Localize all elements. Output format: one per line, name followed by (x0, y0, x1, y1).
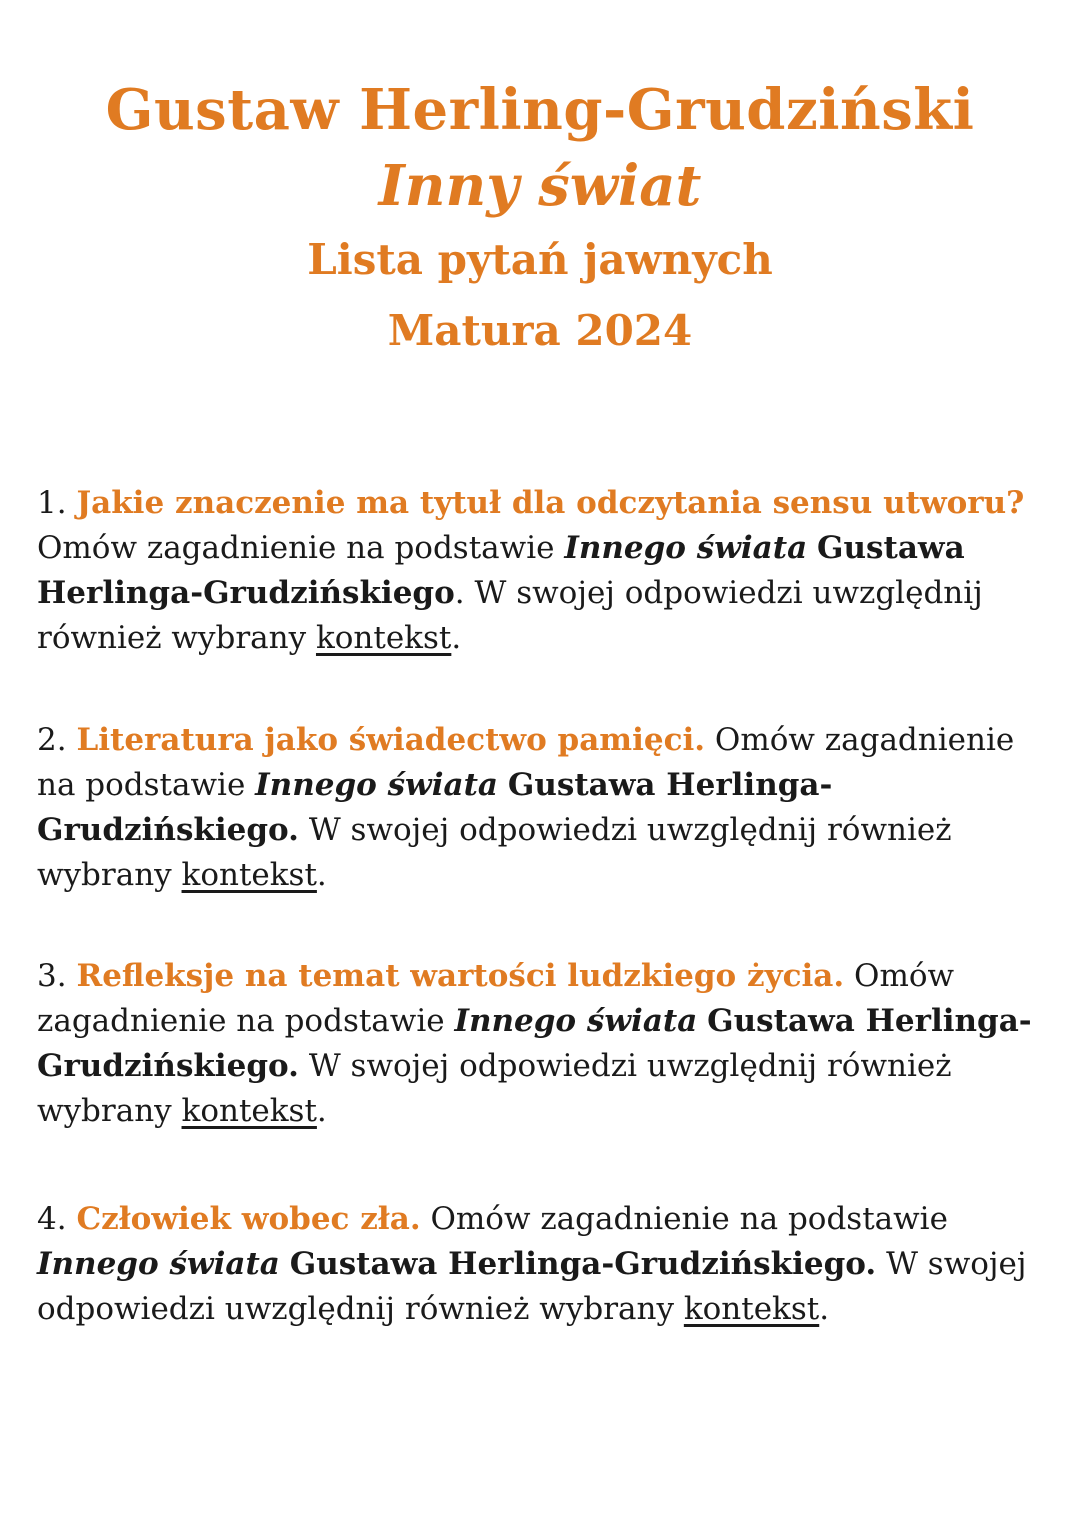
question-author: Gustawa Herlinga-Grudzińskiego. (37, 767, 833, 848)
question-work: Innego świata (564, 530, 808, 566)
list-title: Lista pytań jawnych (307, 235, 773, 284)
question-1 (37, 481, 1037, 661)
question-middle: W swojej odpowiedzi uwzględnij również wybrany (37, 812, 952, 893)
question-number: 4. (37, 1201, 67, 1237)
document-header (0, 72, 1080, 366)
question-end: . (316, 1093, 327, 1129)
question-author: Gustawa Herlinga-Grudzińskiego. (289, 1246, 877, 1282)
question-work: Innego świata (454, 1003, 698, 1039)
question-author: Gustawa Herlinga-Grudzińskiego (37, 530, 965, 611)
question-context: kontekst (181, 1093, 317, 1129)
question-prefix: Omów zagadnienie na podstawie (37, 958, 955, 1039)
question-work: Innego świata (37, 1246, 280, 1282)
question-context: kontekst (315, 620, 452, 656)
question-end: . (451, 620, 462, 656)
question-author: Gustawa Herlinga-Grudzińskiego. (37, 1003, 1032, 1084)
work-title: Inny świat (378, 153, 702, 219)
question-middle: W swojej odpowiedzi uwzględnij również wybrany (37, 1246, 1027, 1327)
question-4 (37, 1197, 1037, 1332)
question-context: kontekst (181, 857, 317, 893)
question-2 (37, 718, 1037, 898)
exam-title: Matura 2024 (387, 306, 693, 355)
question-middle: . W swojej odpowiedzi uwzględnij również wybrany (37, 575, 983, 656)
question-context: kontekst (683, 1291, 820, 1327)
question-lead: Literatura jako świadectwo pamięci. (76, 722, 706, 758)
question-prefix: Omów zagadnienie na podstawie (430, 1201, 948, 1237)
question-middle: W swojej odpowiedzi uwzględnij również wybrany (37, 1048, 952, 1129)
question-work: Innego świata (255, 767, 499, 803)
question-prefix: Omów zagadnienie na podstawie (37, 722, 1015, 803)
question-lead: Człowiek wobec zła. (76, 1201, 421, 1237)
question-3 (37, 954, 1037, 1134)
question-number: 1. (37, 485, 67, 521)
question-lead: Jakie znaczenie ma tytuł dla odczytania sensu utworu? (76, 485, 1025, 521)
question-prefix: Omów zagadnienie na podstawie (37, 530, 555, 566)
question-end: . (316, 857, 327, 893)
question-number: 3. (37, 958, 67, 994)
question-number: 2. (37, 722, 67, 758)
author-title: Gustaw Herling-Grudziński (105, 77, 975, 143)
question-end: . (819, 1291, 830, 1327)
question-lead: Refleksje na temat wartości ludzkiego życia. (76, 958, 845, 994)
